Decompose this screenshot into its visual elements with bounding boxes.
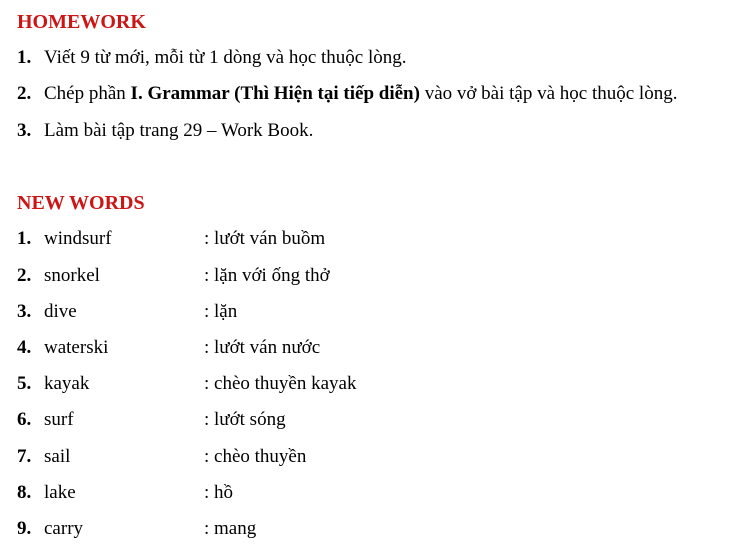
word-number: 8. xyxy=(17,482,32,503)
word-meaning: : mang xyxy=(204,518,257,539)
word-meaning: : lặn với ống thở xyxy=(204,265,330,286)
word-number: 6. xyxy=(17,409,32,430)
word-term: carry xyxy=(44,518,84,539)
word-term: snorkel xyxy=(44,265,100,286)
word-term: kayak xyxy=(44,373,90,394)
word-term: surf xyxy=(44,409,74,430)
word-number: 9. xyxy=(17,518,32,539)
homework-item-text: Làm bài tập trang 29 – Work Book. xyxy=(44,120,314,141)
new-words-heading: NEW WORDS xyxy=(17,192,145,214)
word-meaning: : lướt ván buồm xyxy=(204,228,326,249)
word-meaning: : chèo thuyền xyxy=(204,446,307,467)
homework-item-number: 1. xyxy=(17,47,32,68)
word-term: dive xyxy=(44,301,77,322)
word-meaning: : hồ xyxy=(204,482,234,503)
homework-item-number: 2. xyxy=(17,83,32,104)
word-term: lake xyxy=(44,482,76,503)
homework-item-suffix: vào vở bài tập và học thuộc lòng. xyxy=(419,83,678,104)
homework-item-text: Viết 9 từ mới, mỗi từ 1 dòng và học thuộc lòng. xyxy=(44,47,407,68)
word-number: 4. xyxy=(17,337,32,358)
homework-item-text xyxy=(44,82,677,106)
word-meaning: : lướt ván nước xyxy=(204,337,321,358)
word-number: 3. xyxy=(17,301,32,322)
word-meaning: : lặn xyxy=(204,301,238,322)
word-term: sail xyxy=(44,446,71,467)
word-number: 7. xyxy=(17,446,32,467)
word-meaning: : chèo thuyền kayak xyxy=(204,373,357,394)
word-number: 1. xyxy=(17,228,32,249)
word-number: 5. xyxy=(17,373,32,394)
word-term: waterski xyxy=(44,337,109,358)
word-number: 2. xyxy=(17,265,32,286)
word-term: windsurf xyxy=(44,228,112,249)
homework-item-prefix: Chép phần xyxy=(44,83,131,104)
homework-item-bold: I. Grammar (Thì Hiện tại tiếp diễn) xyxy=(130,83,420,104)
homework-item-number: 3. xyxy=(17,120,32,141)
word-meaning: : lướt sóng xyxy=(204,409,286,430)
homework-heading: HOMEWORK xyxy=(17,11,146,33)
